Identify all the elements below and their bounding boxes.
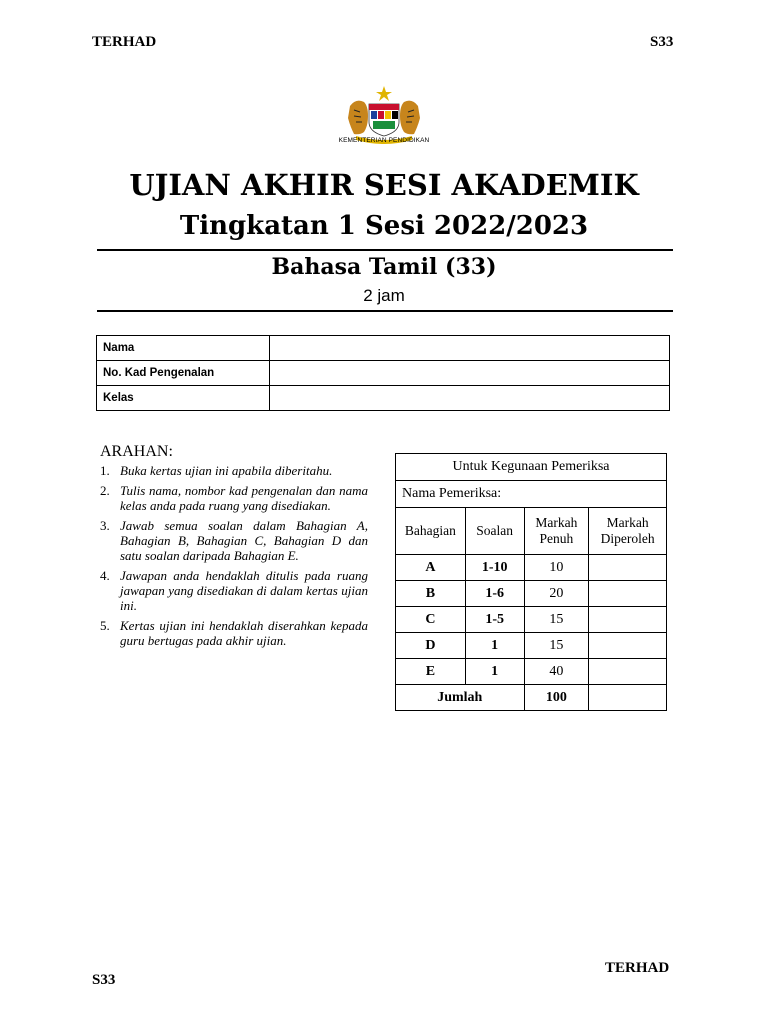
examiner-name-label[interactable]: Nama Pemeriksa:: [396, 481, 667, 508]
instruction-text: Buka kertas ujian ini apabila diberitahu.: [120, 463, 333, 478]
section-cell: D: [396, 633, 466, 659]
table-row: [396, 607, 667, 633]
instruction-number: 3.: [100, 518, 110, 533]
divider: [97, 310, 673, 312]
total-full-marks: 100: [524, 685, 589, 711]
instruction-text: Kertas ujian ini hendaklah diserahkan kepada guru bertugas pada akhir ujian.: [120, 618, 368, 648]
class-field[interactable]: [270, 386, 670, 411]
subject-name: Bahasa Tamil (33): [271, 254, 497, 280]
total-label: Jumlah: [396, 685, 525, 711]
divider: [97, 249, 673, 251]
instruction-number: 1.: [100, 463, 110, 478]
instruction-item: [100, 618, 368, 648]
student-field-row: [97, 361, 670, 386]
col-header-section: Bahagian: [396, 508, 466, 555]
field-label-class: Kelas: [97, 386, 270, 411]
obtained-marks-cell[interactable]: [589, 607, 667, 633]
full-marks-cell: 40: [524, 659, 589, 685]
field-label-id: No. Kad Pengenalan: [97, 361, 270, 386]
examiner-marks-table: [395, 453, 667, 711]
total-row: [396, 685, 667, 711]
exam-title: UJIAN AKHIR SESI AKADEMIK: [129, 168, 639, 202]
instruction-number: 5.: [100, 618, 110, 633]
student-field-row: [97, 336, 670, 361]
instruction-item: [100, 483, 368, 513]
table-row: [396, 555, 667, 581]
instruction-item: [100, 568, 368, 613]
instructions-heading: ARAHAN:: [100, 443, 173, 460]
instructions-section: [100, 443, 368, 653]
footer-paper-code: S33: [92, 972, 116, 988]
questions-cell: 1-10: [465, 555, 524, 581]
col-header-questions: Soalan: [465, 508, 524, 555]
examiner-table-title: Untuk Kegunaan Pemeriksa: [396, 454, 667, 481]
instruction-number: 4.: [100, 568, 110, 583]
id-number-field[interactable]: [270, 361, 670, 386]
full-marks-cell: 15: [524, 633, 589, 659]
instruction-item: [100, 518, 368, 563]
student-field-row: [97, 386, 670, 411]
instruction-text: Jawab semua soalan dalam Bahagian A, Bahagian B, Bahagian C, Bahagian D dan satu soalan daripada Bahagian E.: [120, 518, 368, 563]
questions-cell: 1-5: [465, 607, 524, 633]
full-marks-cell: 20: [524, 581, 589, 607]
footer-classification: TERHAD: [605, 960, 670, 976]
questions-cell: 1: [465, 633, 524, 659]
instruction-item: [100, 463, 368, 478]
exam-subtitle: Tingkatan 1 Sesi 2022/2023: [179, 211, 589, 241]
crest-caption: KEMENTERIAN PENDIDIKAN: [338, 137, 430, 144]
section-cell: C: [396, 607, 466, 633]
instruction-text: Tulis nama, nombor kad pengenalan dan nama kelas anda pada ruang yang disediakan.: [120, 483, 368, 513]
obtained-marks-cell[interactable]: [589, 633, 667, 659]
questions-cell: 1-6: [465, 581, 524, 607]
obtained-marks-cell[interactable]: [589, 659, 667, 685]
col-header-full-marks: Markah Penuh: [524, 508, 589, 555]
obtained-marks-cell[interactable]: [589, 581, 667, 607]
student-info-table: [96, 335, 670, 411]
full-marks-cell: 10: [524, 555, 589, 581]
total-obtained-cell[interactable]: [589, 685, 667, 711]
section-cell: E: [396, 659, 466, 685]
field-label-name: Nama: [97, 336, 270, 361]
table-row: [396, 659, 667, 685]
instructions-list: [100, 463, 368, 648]
instruction-text: Jawapan anda hendaklah ditulis pada ruang jawapan yang disediakan di dalam kertas ujian ini.: [120, 568, 368, 613]
header-classification: TERHAD: [92, 34, 157, 50]
exam-duration: 2 jam: [363, 286, 405, 305]
table-row: [396, 633, 667, 659]
full-marks-cell: 15: [524, 607, 589, 633]
instruction-number: 2.: [100, 483, 110, 498]
section-cell: B: [396, 581, 466, 607]
name-field[interactable]: [270, 336, 670, 361]
obtained-marks-cell[interactable]: [589, 555, 667, 581]
table-row: [396, 581, 667, 607]
section-cell: A: [396, 555, 466, 581]
questions-cell: 1: [465, 659, 524, 685]
header-paper-code: S33: [650, 34, 674, 50]
col-header-obtained: Markah Diperoleh: [589, 508, 667, 555]
